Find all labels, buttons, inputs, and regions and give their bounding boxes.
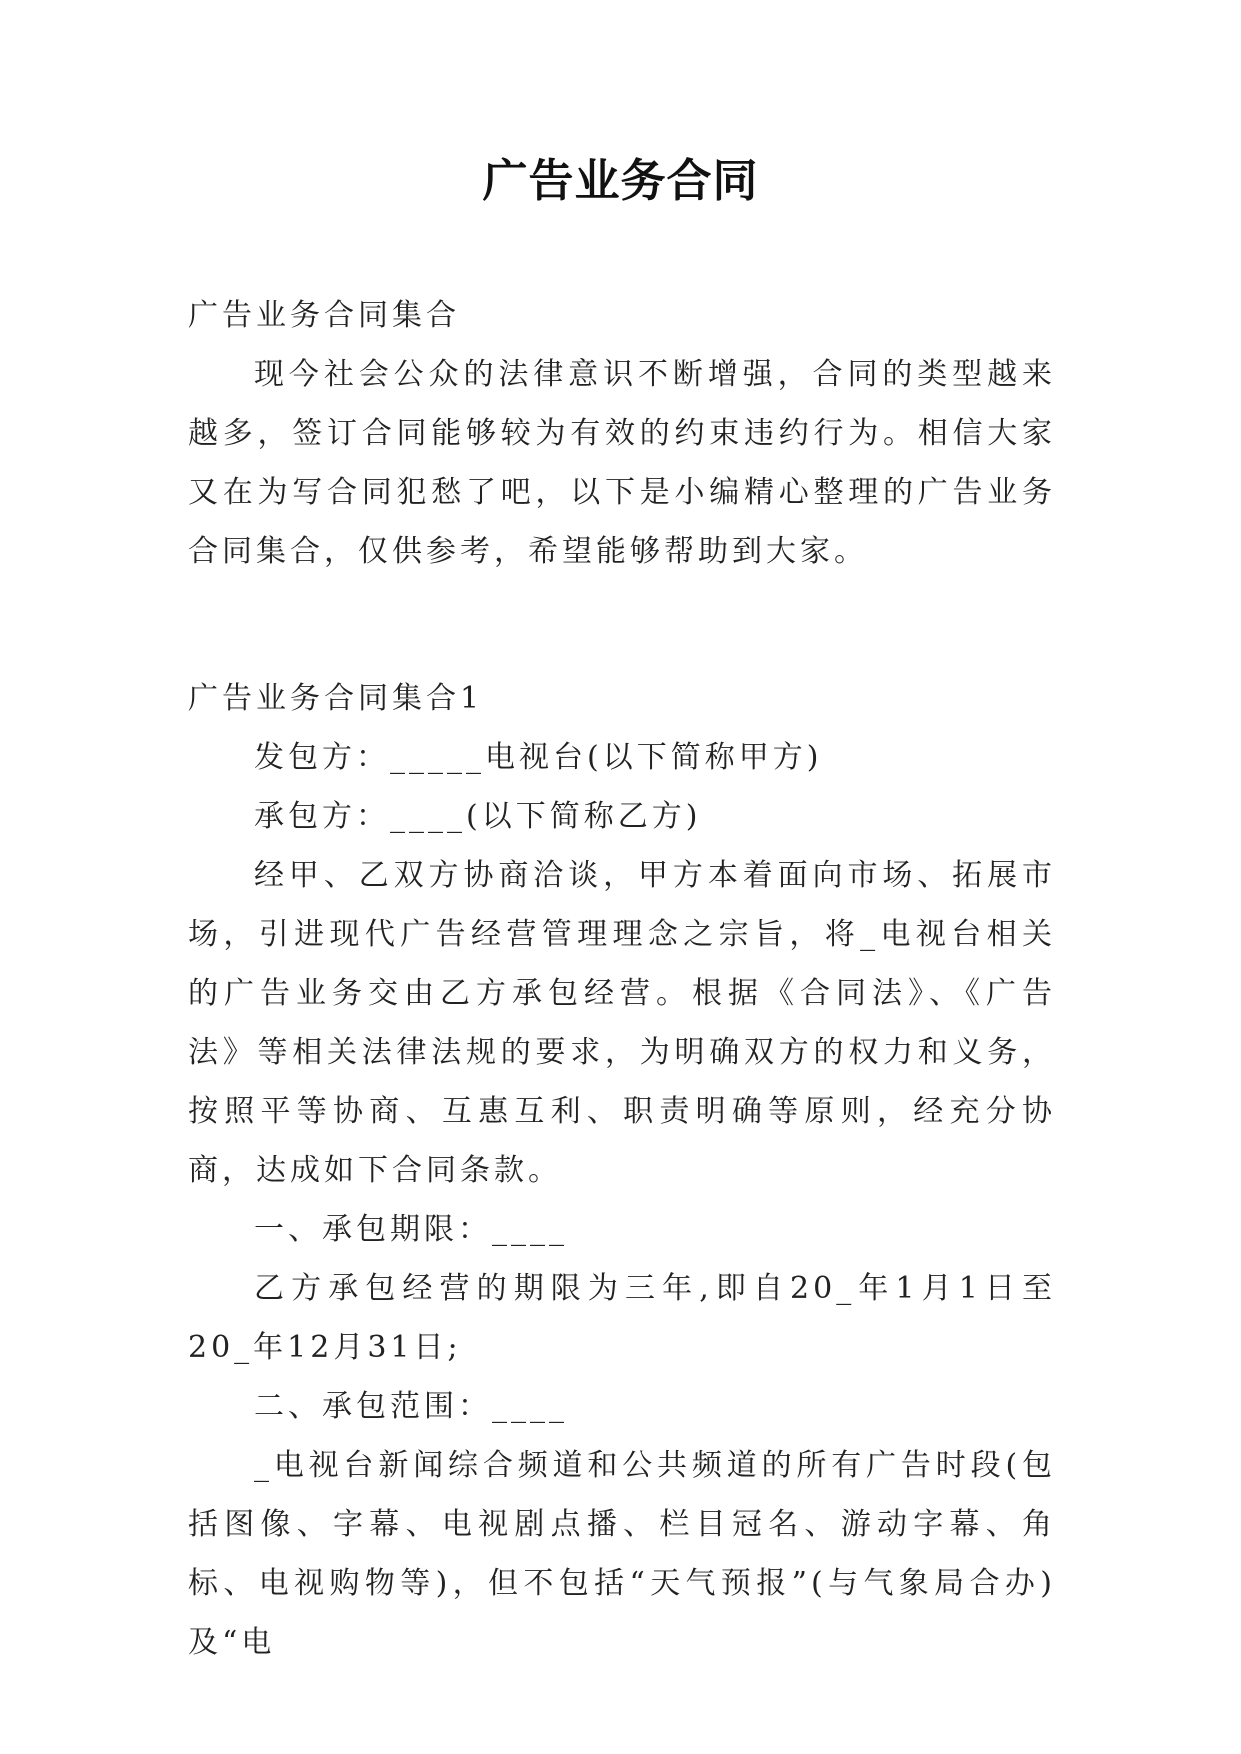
intro-paragraph: 现今社会公众的法律意识不断增强，合同的类型越来越多，签订合同能够较为有效的约束违约行为。相信大家又在为写合同犯愁了吧，以下是小编精心整理的广告业务合同集合，仅供参考，希望能够帮助到大家。 xyxy=(188,357,1056,569)
party-a-line: 发包方：_____电视台(以下简称甲方) xyxy=(254,740,823,775)
section-1-text: 乙方承包经营的期限为三年,即自20_年1月1日至20_年12月31日; xyxy=(188,1271,1056,1365)
section-2-title: 二、承包范围：____ xyxy=(254,1389,568,1424)
document-body xyxy=(188,286,1056,1672)
party-b-line: 承包方：____(以下简称乙方) xyxy=(254,799,702,834)
collection-heading: 广告业务合同集合 xyxy=(188,298,460,333)
preamble-paragraph: 经甲、乙双方协商洽谈，甲方本着面向市场、拓展市场，引进现代广告经营管理理念之宗旨，将_电视台相关的广告业务交由乙方承包经营。根据《合同法》、《广告法》等相关法律法规的要求，为明确双方的权力和义务，按照平等协商、互惠互利、职责明确等原则，经充分协商，达成如下合同条款。 xyxy=(188,858,1056,1188)
section-2-text: _电视台新闻综合频道和公共频道的所有广告时段(包括图像、字幕、电视剧点播、栏目冠名、游动字幕、角标、电视购物等)，但不包括“天气预报”(与气象局合办)及“电 xyxy=(188,1448,1056,1660)
contract-1-heading: 广告业务合同集合1 xyxy=(188,681,484,716)
document-title: 广告业务合同 xyxy=(482,154,759,207)
section-1-title: 一、承包期限：____ xyxy=(254,1212,568,1247)
